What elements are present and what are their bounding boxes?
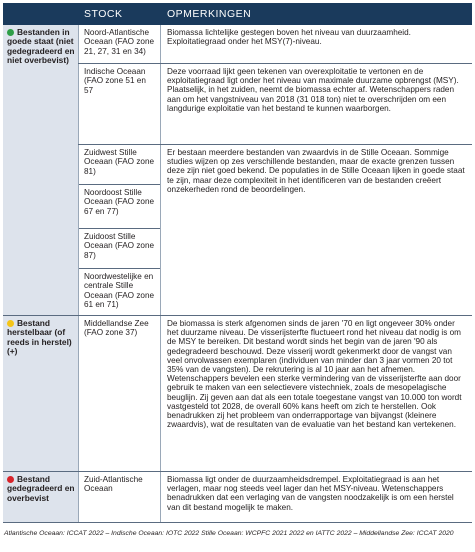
- remark-cell: Biomassa ligt onder de duurzaamheidsdrempel. Exploitatiegraad is aan het verlagen, maar nog steeds veel lager dan het MSY-niveau. Wetenschappers benadrukken dat een verlaging van de vangsten noodzakelijk is om een herstel van dit bestand mogelijk te maken.: [167, 475, 454, 512]
- stock-cell: Zuid-Atlantische Oceaan: [78, 472, 161, 522]
- swordfish-stock-table: [3, 3, 472, 523]
- stock-cell: Noordoost Stille Oceaan (FAO zone 67 en 77): [79, 185, 160, 229]
- stock-cell: Noordwestelijke en centrale Stille Oceaan (FAO zone 61 en 71): [84, 272, 155, 310]
- group-degraded-status: [3, 472, 472, 523]
- stock-cell: Middellandse Zee (FAO zone 37): [78, 316, 161, 471]
- pacific-rows: [78, 145, 472, 315]
- stock-cell: Zuidoost Stille Oceaan (FAO zone 87): [79, 229, 160, 269]
- remark-cell: Biomassa lichtelijke gestegen boven het niveau van duurzaamheid. Exploitatiegraad onder het MSY(7)-niveau.: [167, 28, 411, 47]
- remark-cell: Deze voorraad lijkt geen tekenen van overexploitatie te vertonen en de exploitatiegraad ligt onder het niveau van maximale duurzame opbrengst (MSY). Plaatselijk, in het zuiden, neemt de biomassa echter af. Wetenschappers raden aan om het vangstniveau van 2018 (31 018 ton) niet te overschrijden om een langdurige exploitatie van het bestand te kunnen waarborgen.: [167, 67, 459, 113]
- header-status-cell: [3, 3, 78, 25]
- status-label-recoverable: Bestand herstelbaar (of reeds in herstel) (+): [3, 316, 78, 471]
- stock-cell: Zuidwest Stille Oceaan (FAO zone 81): [79, 145, 160, 185]
- source-footnote: Atlantische Oceaan: ICCAT 2022 – Indische Oceaan: IOTC 2022 Stille Oceaan: WCPFC 2021 2022 en IATTC 2022 – Middellandse Zee: ICCAT 2020: [4, 530, 454, 537]
- good-rows: [78, 25, 472, 315]
- stock-cell: Indische Oceaan (FAO zone 51 en 57: [78, 64, 161, 144]
- table-header: [3, 3, 472, 25]
- group-good-status: [3, 25, 472, 316]
- status-label-degraded: Bestand gedegradeerd en overbevist: [3, 472, 78, 522]
- yellow-dot-icon: [7, 320, 14, 327]
- green-dot-icon: [7, 29, 14, 36]
- pacific-stock-column: [78, 145, 161, 315]
- stock-cell: Noord-Atlantische Oceaan (FAO zone 21, 27, 31 en 34): [78, 25, 161, 63]
- table-row: [78, 64, 472, 145]
- red-dot-icon: [7, 476, 14, 483]
- remark-cell: Er bestaan meerdere bestanden van zwaardvis in de Stille Oceaan. Sommige studies wijzen op zes verschillende bestanden, maar de exacte grenzen tussen deze zijn niet goed bekend. De populaties in de Stille Oceaan lijken in goede staat te zijn, maar deze complexiteit in het identificeren van de bestanden creëert onzekerheden rond de beoordelingen.: [167, 148, 465, 194]
- table-row: [78, 25, 472, 64]
- group-recoverable-status: [3, 316, 472, 472]
- status-label-good: Bestanden in goede staat (niet gedegradeerd en niet overbevist): [3, 25, 78, 315]
- remark-cell: De biomassa is sterk afgenomen sinds de jaren '70 en ligt ongeveer 30% onder het duurzame niveau. De visserijsterfte fluctueert rond het niveau dat nodig is om de MSY te bereiken. Dit bestand wordt sinds het begin van de jaren '90 als gedegradeerd beschouwd. Deze visserij wordt gekenmerkt door de vangst van veel onvolwassen exemplaren (individuen van minder dan 3 jaar vormen 20 tot 35% van de vangsten). De rekrutering is al 10 jaar aan het afnemen. Wetenschappers bevelen een sterke vermindering van de visserijsterfte aan door gebruik te maken van een selectievere vistechniek, zoals de mesopelagische beuglijn. Zij geven aan dat als een totale toegestane vangst van 10.000 ton wordt vastgesteld tot 2028, de overall 60% kans heeft om zich te herstellen. Ook benadrukken zij het probleem van onderrapportage van bijvangst (kleinere zwaardvis), wat de resultaten van de evaluatie van het bestand kan vertekenen.: [167, 319, 462, 430]
- header-stock: STOCK: [84, 8, 123, 20]
- header-remarks: OPMERKINGEN: [167, 8, 252, 20]
